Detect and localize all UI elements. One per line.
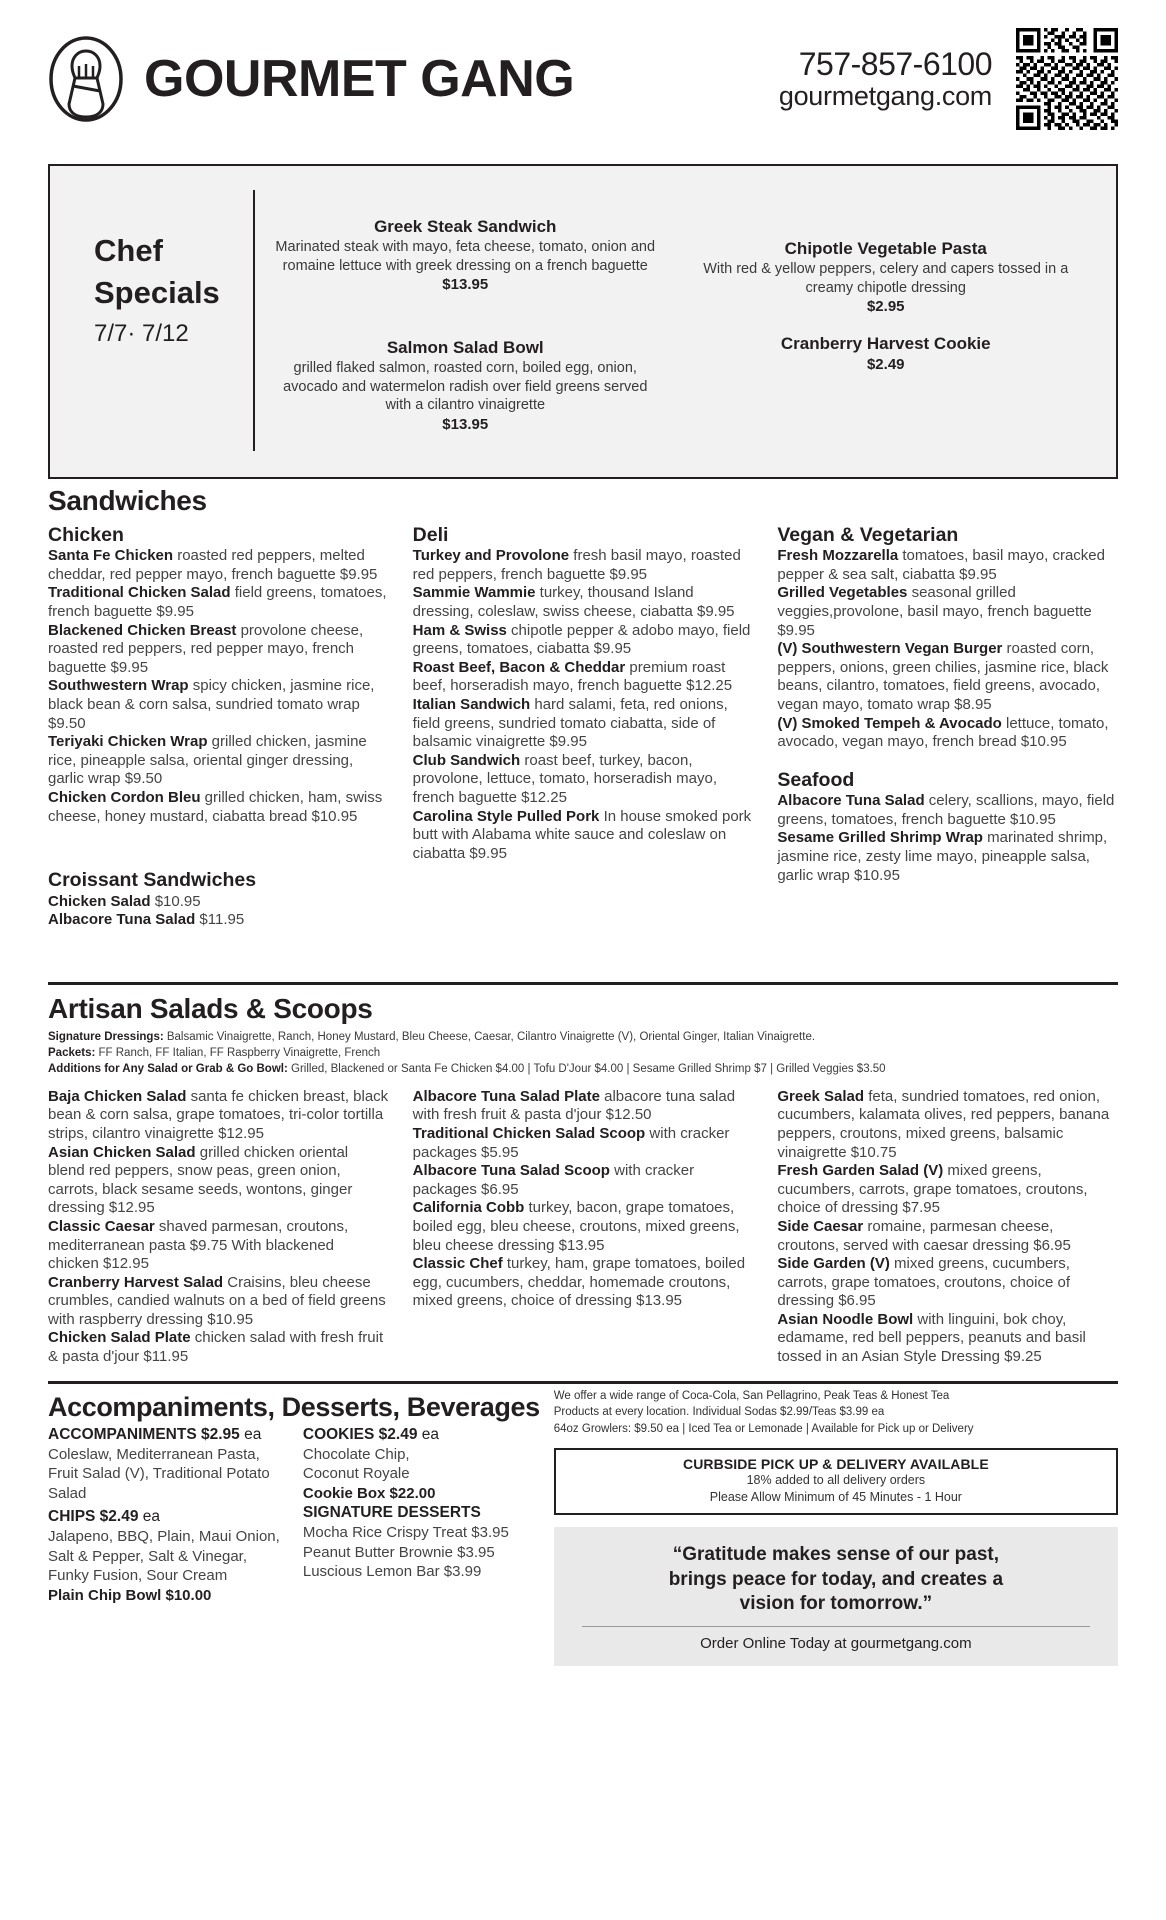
menu-item-desc: provolone cheese, roasted red peppers, red pepper mayo, french baguette $9.95 (48, 621, 364, 676)
special-item (694, 238, 1079, 315)
desserts-title: SIGNATURE DESSERTS (302, 1504, 481, 1522)
menu-item-desc: mixed greens, cucumbers, carrots, grape tomatoes, croutons, choice of dressing $6.95 (777, 1255, 1070, 1310)
desserts-line: Mocha Rice Crispy Treat $3.95 (302, 1524, 509, 1542)
menu-item (48, 1144, 389, 1218)
menu-item-name: Chicken Salad Plate (48, 1329, 191, 1347)
menu-item-desc: field greens, tomatoes, french baguette $9.95 (48, 584, 387, 621)
menu-item-desc: In house smoked pork butt with Alabama white sauce and coleslaw on ciabatta $9.95 (412, 807, 752, 862)
menu-item-name: California Cobb (412, 1199, 525, 1217)
menu-item-name: Chicken Salad (48, 892, 151, 910)
menu-item (48, 1274, 389, 1330)
special-name: Salmon Salad Bowl (386, 338, 544, 358)
menu-item-desc: albacore tuna salad with fresh fruit & pasta d'jour $12.50 (412, 1087, 736, 1124)
chef-specials-panel (48, 164, 1118, 479)
fineprint-label: Signature Dressings: (48, 1030, 164, 1043)
menu-item-desc: Craisins, bleu cheese crumbles, candied walnuts on a bed of field greens with raspberry dressing $10.95 (48, 1273, 386, 1328)
special-item (694, 333, 1079, 373)
salads-column-2 (413, 1088, 754, 1367)
sandwiches-heading: Sandwiches (48, 484, 207, 516)
accompaniments-heading: Accompaniments, Desserts, Beverages (48, 1391, 540, 1422)
qr-code-icon[interactable] (1016, 28, 1118, 130)
fineprint-label: Packets: (48, 1047, 96, 1060)
beverage-note-line: Products at every location. Individual Sodas $2.99/Teas $3.99 ea (553, 1406, 885, 1419)
subsection-heading-seafood: Seafood (777, 768, 855, 791)
menu-item-desc: grilled chicken, ham, swiss cheese, honey mustard, ciabatta bread $10.95 (48, 789, 383, 825)
menu-item (48, 547, 389, 584)
sandwiches-column-deli (413, 523, 754, 930)
accompaniments-block (48, 1384, 540, 1667)
menu-item-desc: feta, sundried tomatoes, red onion, cucumbers, kalamata olives, red peppers, banana peppers, croutons, mixed greens, balsamic vinaigrette $10.75 (777, 1087, 1110, 1161)
menu-item (413, 1162, 754, 1199)
accompaniments-column-left (48, 1425, 285, 1606)
desserts-line: Peanut Butter Brownie $3.95 (302, 1543, 495, 1561)
menu-item-desc: with cracker packages $6.95 (412, 1162, 695, 1198)
special-name: Chipotle Vegetable Pasta (784, 239, 987, 258)
chef-specials-title-line2: Specials (94, 274, 220, 310)
menu-item-desc: premium roast beef, horseradish mayo, french baguette $12.25 (412, 658, 733, 695)
fineprint-line (48, 1045, 1118, 1061)
desserts-line: Luscious Lemon Bar $3.99 (302, 1563, 482, 1581)
chef-specials-title-column (70, 190, 255, 451)
quote-box (554, 1527, 1118, 1666)
salads-columns (48, 1088, 1118, 1367)
brand-title: GOURMET GANG (144, 50, 575, 108)
sandwiches-column-chicken (48, 523, 389, 930)
beverages-and-info-block (554, 1384, 1118, 1667)
sandwiches-column-vegan (777, 523, 1118, 930)
menu-item (777, 792, 1118, 829)
menu-item (48, 584, 389, 621)
menu-item-desc: mixed greens, cucumbers, carrots, grape tomatoes, croutons, choice of dressing $7.95 (777, 1162, 1088, 1217)
menu-item-desc: $11.95 (195, 911, 245, 929)
quote-divider (582, 1626, 1090, 1627)
menu-item-name: (V) Southwestern Vegan Burger (777, 640, 1003, 658)
menu-item-name: Fresh Garden Salad (V) (777, 1162, 944, 1180)
menu-item-name: Side Garden (V) (777, 1255, 890, 1273)
special-name: Greek Steak Sandwich (374, 217, 557, 236)
accompaniments-line: Salad (48, 1484, 87, 1502)
menu-item-desc: fresh basil mayo, roasted red peppers, french baguette $9.95 (412, 547, 741, 583)
menu-item (413, 752, 754, 808)
accompaniments-line: Coleslaw, Mediterranean Pasta, (48, 1445, 260, 1463)
special-item (273, 216, 658, 293)
menu-item-desc: with linguini, bok choy, edamame, red bell peppers, peanuts and basil tossed in an Asian Style Dressing $9.25 (777, 1310, 1086, 1366)
menu-item-name: Albacore Tuna Salad (777, 792, 925, 810)
salads-fineprint (48, 1029, 1118, 1078)
menu-item-name: Albacore Tuna Salad Plate (412, 1087, 600, 1105)
menu-item (777, 584, 1118, 640)
cookies-title-text: COOKIES $2.49 (302, 1425, 418, 1443)
subsection-heading-chicken: Chicken (48, 523, 124, 546)
menu-item-desc: roast beef, turkey, bacon, provolone, lettuce, tomato, horseradish mayo, french baguette $12.25 (412, 751, 718, 807)
menu-item-name: Ham & Swiss (412, 621, 507, 639)
menu-item-name: (V) Smoked Tempeh & Avocado (777, 714, 1002, 732)
menu-item-name: Fresh Mozzarella (777, 547, 899, 565)
cookie-box-line: Cookie Box $22.00 (302, 1484, 436, 1502)
menu-item-desc: $10.95 (150, 892, 201, 910)
menu-item (777, 1311, 1118, 1367)
menu-item-name: Chicken Cordon Bleu (48, 789, 201, 807)
accompaniments-title-ea: ea (239, 1425, 262, 1443)
menu-item (777, 1162, 1118, 1218)
menu-item (48, 1218, 389, 1274)
menu-item-desc: tomatoes, basil mayo, cracked pepper & sea salt, ciabatta $9.95 (777, 547, 1105, 583)
menu-item-name: Asian Chicken Salad (48, 1143, 196, 1161)
fineprint-line (48, 1029, 1118, 1045)
menu-item (48, 893, 389, 912)
menu-item-name: Grilled Vegetables (777, 584, 908, 602)
salads-column-1 (48, 1088, 389, 1367)
special-price: $2.49 (866, 356, 905, 374)
menu-item (48, 1088, 389, 1144)
subsection-heading-deli: Deli (412, 523, 449, 546)
menu-item-name: Southwestern Wrap (48, 677, 189, 695)
menu-item-name: Sesame Grilled Shrimp Wrap (777, 829, 983, 847)
menu-item-desc: with cracker packages $5.95 (412, 1124, 730, 1161)
menu-item (413, 1088, 754, 1125)
page-header (0, 0, 1166, 140)
cookies-line: Chocolate Chip, (302, 1445, 410, 1463)
menu-item-desc: chipotle pepper & adobo mayo, field greens, tomatoes, ciabatta $9.95 (412, 621, 751, 658)
menu-item-desc: chicken salad with fresh fruit & pasta d'jour $11.95 (48, 1329, 384, 1366)
menu-item-desc: romaine, parmesan cheese, croutons, served with caesar dressing $6.95 (777, 1217, 1071, 1254)
curbside-line: 18% added to all delivery orders (746, 1472, 926, 1487)
menu-item-desc: grilled chicken oriental blend red peppers, snow peas, green onion, carrots, black sesame seeds, wontons, ginger dressing $12.95 (48, 1143, 353, 1217)
chips-line: Salt & Pepper, Salt & Vinegar, (48, 1547, 248, 1565)
menu-item-name: Baja Chicken Salad (48, 1087, 187, 1105)
salads-heading: Artisan Salads & Scoops (48, 992, 373, 1024)
curbside-info-box (554, 1448, 1118, 1516)
fineprint-text: Grilled, Blackened or Santa Fe Chicken $4.00 | Tofu D'Jour $4.00 | Sesame Grilled Shrimp $7 | Grilled Veggies $3.50 (287, 1063, 886, 1076)
menu-item (413, 547, 754, 584)
cookies-line: Coconut Royale (302, 1465, 410, 1483)
menu-item (413, 1255, 754, 1311)
menu-item-name: Traditional Chicken Salad Scoop (412, 1124, 646, 1142)
fineprint-text: FF Ranch, FF Italian, FF Raspberry Vinaigrette, French (95, 1047, 381, 1060)
beverage-note-line: 64oz Growlers: $9.50 ea | Iced Tea or Lemonade | Available for Pick up or Delivery (553, 1423, 974, 1435)
menu-item (413, 808, 754, 864)
menu-item-name: Turkey and Provolone (412, 547, 570, 565)
menu-item-desc: turkey, ham, grape tomatoes, boiled egg, cucumbers, cheddar, homemade croutons, mixed greens, choice of dressing $13.95 (412, 1255, 746, 1310)
chips-line: Funky Fusion, Sour Cream (48, 1567, 228, 1585)
accompaniments-title-text: ACCOMPANIMENTS $2.95 (48, 1425, 240, 1443)
menu-item-desc: shaved parmesan, croutons, mediterranean pasta $9.75 With blackened chicken $12.95 (48, 1217, 349, 1273)
special-price: $2.95 (866, 298, 905, 316)
quote-line: vision for tomorrow.” (739, 1593, 933, 1615)
beverage-note (554, 1388, 1118, 1438)
special-price: $13.95 (442, 276, 489, 294)
chips-title-text: CHIPS $2.49 (48, 1508, 139, 1526)
menu-item (777, 715, 1118, 752)
chips-line: Jalapeno, BBQ, Plain, Maui Onion, (48, 1528, 280, 1546)
fineprint-label: Additions for Any Salad or Grab & Go Bowl: (48, 1063, 288, 1076)
menu-item-name: Albacore Tuna Salad Scoop (412, 1162, 610, 1180)
menu-item-desc: grilled chicken, jasmine rice, pineapple salsa, oriental ginger dressing, garlic wrap $9.50 (48, 733, 367, 788)
menu-item (413, 584, 754, 621)
menu-item (777, 1088, 1118, 1162)
menu-item (777, 829, 1118, 885)
menu-item-name: Albacore Tuna Salad (48, 911, 196, 929)
subsection-heading-croissant: Croissant Sandwiches (48, 869, 257, 892)
salads-divider (48, 982, 1118, 985)
curbside-title: CURBSIDE PICK UP & DELIVERY AVAILABLE (682, 1455, 989, 1472)
menu-item-desc: turkey, bacon, grape tomatoes, boiled egg, bleu cheese, croutons, mixed greens, bleu cheese dressing $13.95 (412, 1199, 740, 1254)
menu-item (48, 1329, 389, 1366)
fineprint-text: Balsamic Vinaigrette, Ranch, Honey Mustard, Bleu Cheese, Caesar, Cilantro Vinaigrette (V), Oriental Ginger, Italian Vinaigrette. (163, 1030, 816, 1043)
menu-item (413, 1125, 754, 1162)
accompaniments-column-right (303, 1425, 540, 1606)
menu-item-name: Traditional Chicken Salad (48, 584, 231, 602)
beverage-note-line: We offer a wide range of Coca-Cola, San Pellagrino, Peak Teas & Honest Tea (553, 1389, 950, 1402)
fineprint-line (48, 1061, 1118, 1077)
special-desc: With red & yellow peppers, celery and capers tossed in a creamy chipotle dressing (703, 261, 1069, 296)
chef-hat-oval-logo-icon (48, 36, 124, 122)
salads-column-3 (777, 1088, 1118, 1367)
menu-item-name: Cranberry Harvest Salad (48, 1273, 224, 1291)
menu-item-desc: spicy chicken, jasmine rice, black bean & corn salsa, sundried tomato wrap $9.50 (48, 677, 375, 732)
accompaniments-title (48, 1425, 285, 1445)
sandwiches-columns (48, 523, 1118, 930)
special-price: $13.95 (442, 415, 489, 433)
curbside-line: Please Allow Minimum of 45 Minutes - 1 Hour (709, 1489, 962, 1504)
menu-item (48, 622, 389, 678)
menu-item (48, 677, 389, 733)
plain-chip-bowl-line: Plain Chip Bowl $10.00 (48, 1586, 212, 1604)
menu-item (777, 640, 1118, 714)
menu-item-name: Santa Fe Chicken (48, 547, 174, 565)
menu-item-name: Carolina Style Pulled Pork (412, 807, 600, 825)
menu-item-desc: marinated shrimp, jasmine rice, zesty lime mayo, pineapple salsa, garlic wrap $10.95 (777, 829, 1108, 884)
quote-line: brings peace for today, and creates a (668, 1568, 1004, 1590)
accompaniments-line: Fruit Salad (V), Traditional Potato (48, 1465, 270, 1483)
chips-title (48, 1507, 285, 1527)
menu-item (48, 789, 389, 826)
menu-item (48, 733, 389, 789)
menu-item (48, 911, 389, 930)
menu-item (413, 659, 754, 696)
menu-item-desc: hard salami, feta, red onions, field greens, sundried tomato ciabatta, side of balsamic vinaigrette $9.95 (412, 696, 728, 751)
menu-item-desc: roasted corn, peppers, onions, green chilies, jasmine rice, black beans, cilantro, tomatoes, field greens, avocado, vegan mayo, tomato wrap $8.95 (777, 640, 1109, 714)
contact-block (779, 47, 1002, 111)
bottom-section (48, 1384, 1118, 1667)
chips-title-ea: ea (138, 1508, 161, 1526)
menu-item-desc: roasted red peppers, melted cheddar, red pepper mayo, french baguette $9.95 (48, 547, 378, 583)
cookies-title-ea: ea (417, 1425, 440, 1443)
phone-number: 757-857-6100 (798, 46, 992, 83)
menu-item (413, 696, 754, 752)
menu-item-name: Classic Chef (412, 1255, 503, 1273)
menu-item-name: Blackened Chicken Breast (48, 621, 237, 639)
order-online-line[interactable]: Order Online Today at gourmetgang.com (700, 1635, 972, 1653)
menu-item-desc: lettuce, tomato, avocado, vegan mayo, french bread $10.95 (777, 714, 1109, 751)
accompaniments-columns (48, 1425, 540, 1606)
menu-item-name: Asian Noodle Bowl (777, 1310, 914, 1328)
menu-item-name: Sammie Wammie (412, 584, 536, 602)
menu-item (777, 1255, 1118, 1311)
special-name: Cranberry Harvest Cookie (780, 334, 991, 354)
chef-specials-title-line1: Chef (94, 233, 163, 268)
menu-item-desc: turkey, thousand Island dressing, coleslaw, swiss cheese, ciabatta $9.95 (412, 584, 735, 621)
special-desc: Marinated steak with mayo, feta cheese, tomato, onion and romaine lettuce with greek dressing on a french baguette (275, 239, 656, 274)
quote-line: “Gratitude makes sense of our past, (672, 1544, 999, 1566)
menu-item-desc: seasonal grilled veggies,provolone, basil mayo, french baguette $9.95 (777, 584, 1092, 639)
menu-item (777, 547, 1118, 584)
chef-specials-right-column (676, 190, 1097, 451)
subsection-heading-vegan: Vegan & Vegetarian (777, 523, 959, 546)
cookies-title (303, 1425, 540, 1445)
menu-item-name: Italian Sandwich (412, 696, 531, 714)
website-url: gourmetgang.com (778, 80, 992, 111)
menu-item (777, 1218, 1118, 1255)
menu-item-name: Club Sandwich (412, 751, 521, 769)
menu-item (413, 622, 754, 659)
menu-item-name: Side Caesar (777, 1217, 864, 1235)
menu-item-name: Roast Beef, Bacon & Cheddar (412, 658, 626, 676)
menu-item (413, 1199, 754, 1255)
menu-item-desc: santa fe chicken breast, black bean & corn salsa, grape tomatoes, tri-color tortilla strips, cilantro vinaigrette $12.95 (48, 1087, 389, 1142)
chef-specials-middle-column (255, 190, 676, 451)
menu-item-desc: celery, scallions, mayo, field greens, tomatoes, french baguette $10.95 (777, 792, 1115, 828)
menu-item-name: Classic Caesar (48, 1217, 155, 1235)
special-desc: grilled flaked salmon, roasted corn, boiled egg, onion, avocado and watermelon radish over field greens served with a cilantro vinaigrette (283, 360, 648, 414)
menu-item-name: Teriyaki Chicken Wrap (48, 733, 208, 751)
chef-specials-dates: 7/7· 7/12 (94, 319, 189, 347)
menu-item-name: Greek Salad (777, 1087, 865, 1105)
special-item (273, 337, 658, 433)
